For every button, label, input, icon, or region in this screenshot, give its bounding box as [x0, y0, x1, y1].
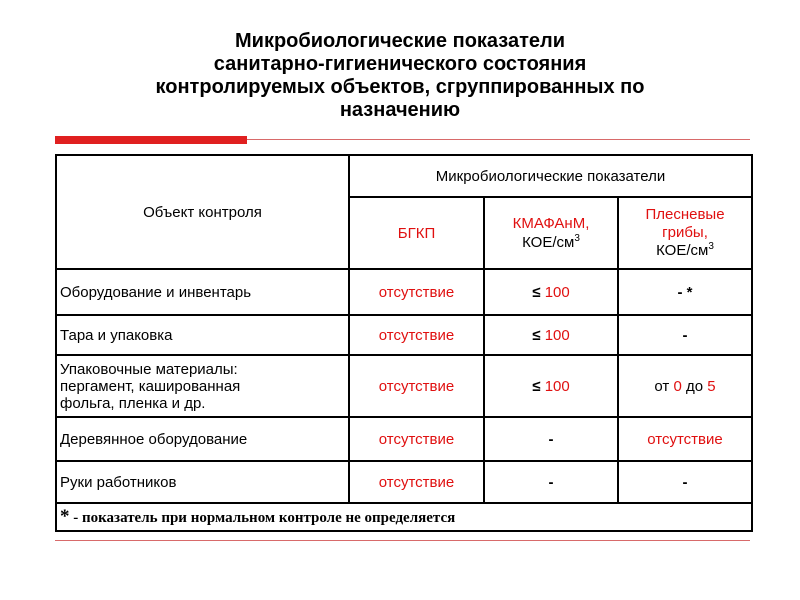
- table-row: [56, 417, 752, 461]
- accent-bar: [55, 136, 247, 144]
- cell-mold: -: [618, 315, 752, 355]
- cell-value: 100: [544, 377, 570, 395]
- header-indicators: Микробиологические показатели: [349, 155, 752, 197]
- footnote: [56, 503, 752, 531]
- cell-value: 100: [544, 283, 570, 301]
- table-row: [56, 269, 752, 315]
- range-from-label: от: [654, 377, 670, 395]
- header-mold-unit: КОЕ/см: [656, 242, 709, 259]
- cell-kmafanm: [484, 269, 618, 315]
- range-to-label: до: [685, 377, 704, 395]
- table-row: [56, 315, 752, 355]
- divider-bottom: [55, 540, 750, 541]
- row-object-line: пергамент, кашированная: [60, 377, 241, 395]
- cell-bgkp: отсутствие: [349, 461, 484, 503]
- indicators-table: [55, 154, 753, 532]
- unit-superscript: 3: [574, 233, 580, 244]
- footnote-star: *: [60, 505, 70, 527]
- cell-kmafanm: [484, 315, 618, 355]
- cell-bgkp: отсутствие: [349, 315, 484, 355]
- cell-mold: - *: [618, 269, 752, 315]
- cell-bgkp: отсутствие: [349, 417, 484, 461]
- range-from-value: 0: [673, 377, 682, 395]
- title-line: назначению: [339, 99, 461, 121]
- title-line: санитарно-гигиенического состояния: [213, 53, 587, 75]
- cell-value: 100: [544, 326, 570, 344]
- row-object: Оборудование и инвентарь: [56, 269, 349, 315]
- range-to-value: 5: [707, 377, 716, 395]
- header-kmafanm: [484, 197, 618, 269]
- cell-mold: -: [618, 461, 752, 503]
- row-object: Руки работников: [56, 461, 349, 503]
- cell-kmafanm: -: [484, 461, 618, 503]
- cell-sign: ≤: [532, 283, 541, 301]
- header-row: [56, 155, 752, 197]
- title-line: Микробиологические показатели: [234, 30, 566, 52]
- header-object: Объект контроля: [56, 155, 349, 269]
- cell-bgkp: отсутствие: [349, 269, 484, 315]
- unit-superscript: 3: [708, 241, 714, 252]
- cell-sign: ≤: [532, 377, 541, 395]
- header-mold: [618, 197, 752, 269]
- cell-mold: отсутствие: [618, 417, 752, 461]
- table-row: [56, 355, 752, 417]
- header-kmafanm-unit: КОЕ/см: [522, 234, 575, 251]
- header-kmafanm-name: КМАФАнМ,: [512, 215, 590, 232]
- cell-sign: ≤: [532, 326, 541, 344]
- row-object: Деревянное оборудование: [56, 417, 349, 461]
- header-mold-name: грибы,: [662, 224, 708, 241]
- table-row: [56, 461, 752, 503]
- title-line: контролируемых объектов, сгруппированных по: [155, 76, 645, 98]
- row-object-line: фольга, пленка и др.: [60, 394, 206, 412]
- header-mold-name: Плесневые: [645, 206, 725, 223]
- page-title: [0, 30, 800, 122]
- footnote-row: [56, 503, 752, 531]
- row-object: Тара и упаковка: [56, 315, 349, 355]
- cell-kmafanm: [484, 355, 618, 417]
- footnote-text: - показатель при нормальном контроле не определяется: [69, 509, 456, 526]
- row-object-line: Упаковочные материалы:: [60, 360, 238, 378]
- divider-top: [247, 139, 750, 140]
- row-object: [56, 355, 349, 417]
- cell-kmafanm: -: [484, 417, 618, 461]
- header-bgkp: БГКП: [349, 197, 484, 269]
- cell-mold: [618, 355, 752, 417]
- cell-bgkp: отсутствие: [349, 355, 484, 417]
